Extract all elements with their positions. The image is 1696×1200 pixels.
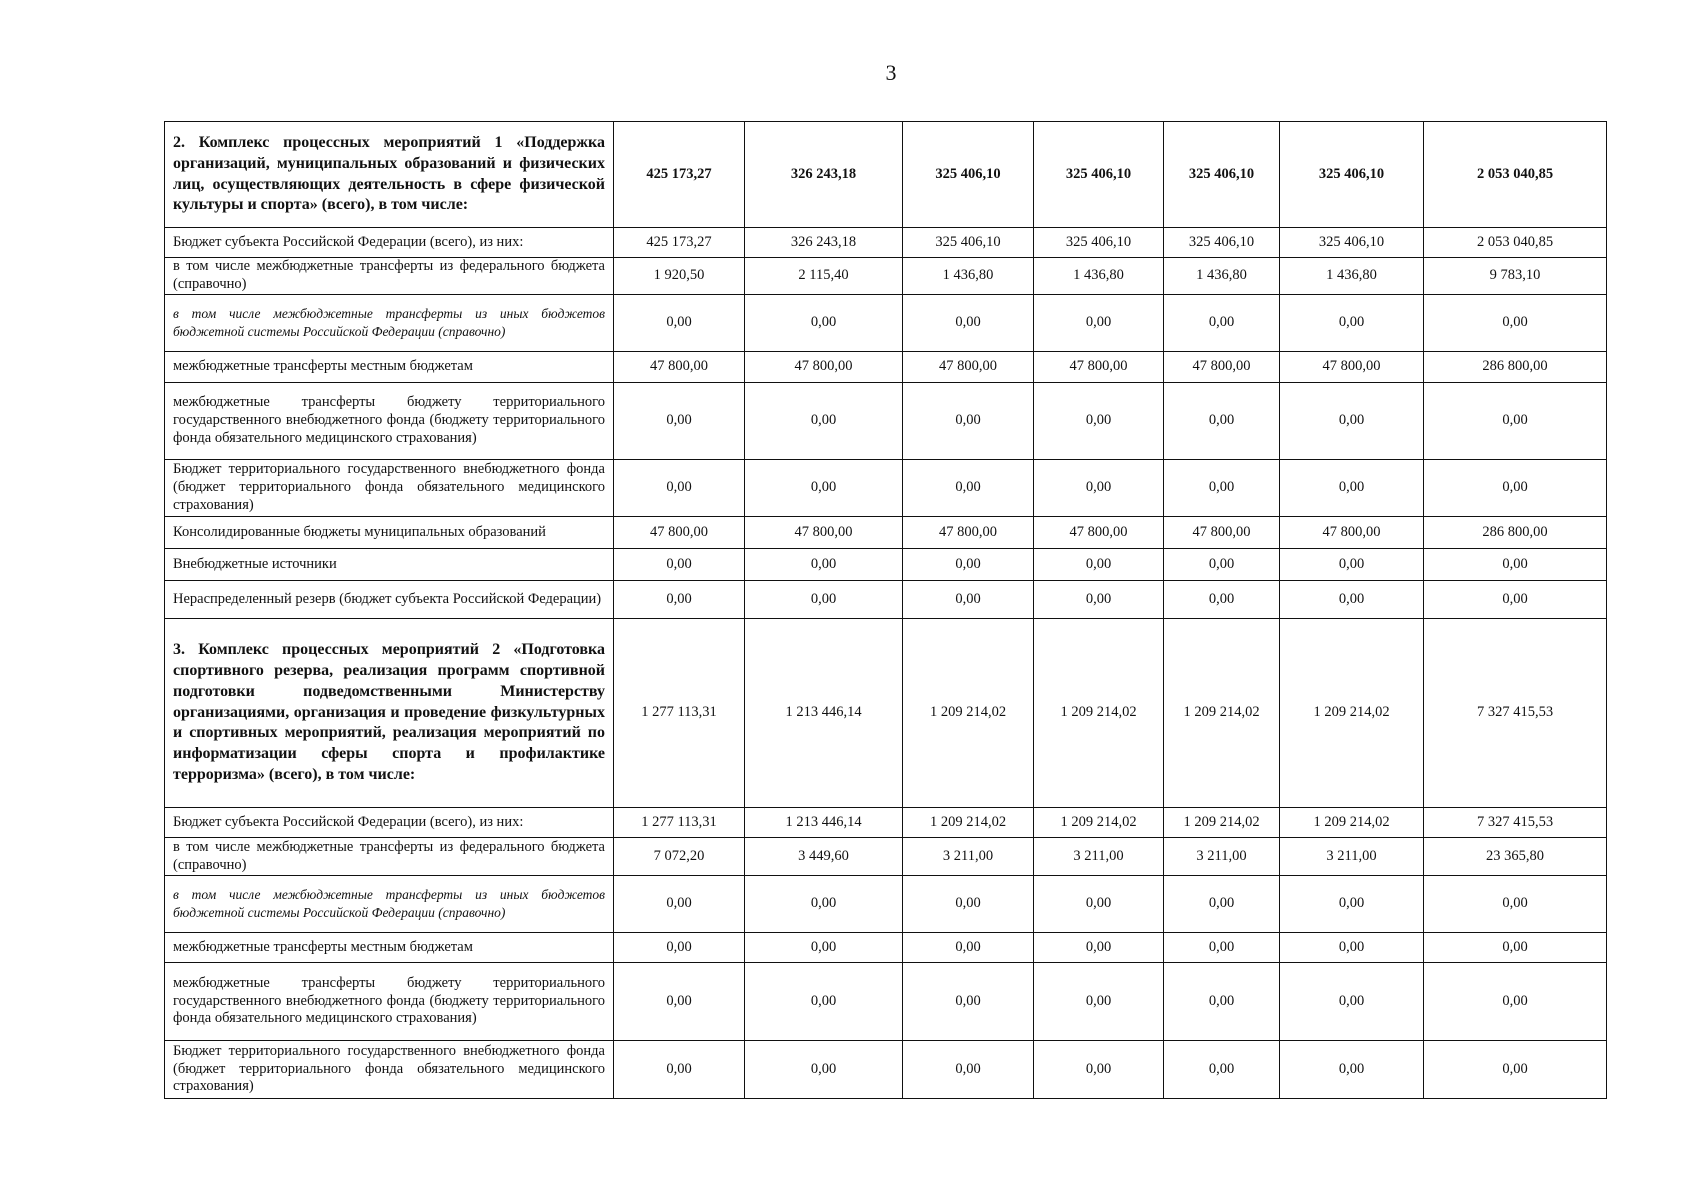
value-cell: 0,00 [1424,933,1607,963]
value-cell: 425 173,27 [614,122,745,228]
value-cell: 0,00 [614,460,745,517]
value-cell: 325 406,10 [1280,122,1424,228]
value-cell: 1 436,80 [1034,258,1164,295]
value-cell: 0,00 [1280,963,1424,1041]
table-row [165,963,1607,1041]
value-cell: 0,00 [1034,581,1164,619]
value-cell: 3 211,00 [903,838,1034,876]
value-cell: 0,00 [745,933,903,963]
value-cell: 47 800,00 [745,517,903,549]
value-cell: 47 800,00 [1034,352,1164,383]
table-row [165,295,1607,352]
value-cell: 0,00 [1034,876,1164,933]
value-cell: 0,00 [614,295,745,352]
table-row-section-3 [165,619,1607,808]
row-label: Нераспределенный резерв (бюджет субъекта Российской Федерации) [165,581,614,619]
value-cell: 1 209 214,02 [1034,619,1164,808]
value-cell: 0,00 [614,549,745,581]
value-cell: 2 115,40 [745,258,903,295]
value-cell: 1 209 214,02 [903,808,1034,838]
value-cell: 0,00 [1424,581,1607,619]
value-cell: 47 800,00 [903,352,1034,383]
value-cell: 1 213 446,14 [745,619,903,808]
table-row [165,838,1607,876]
value-cell: 0,00 [1280,383,1424,460]
value-cell: 0,00 [1424,1041,1607,1099]
page-number: 3 [885,60,897,85]
value-cell: 0,00 [903,549,1034,581]
value-cell: 3 211,00 [1034,838,1164,876]
value-cell: 0,00 [1034,963,1164,1041]
value-cell: 0,00 [1164,581,1280,619]
value-cell: 1 209 214,02 [1164,619,1280,808]
value-cell: 3 449,60 [745,838,903,876]
value-cell: 0,00 [903,383,1034,460]
table-row [165,517,1607,549]
value-cell: 1 209 214,02 [1280,619,1424,808]
row-label: Бюджет субъекта Российской Федерации (всего), из них: [165,228,614,258]
row-label: в том числе межбюджетные трансферты из федерального бюджета (справочно) [165,838,614,876]
value-cell: 1 209 214,02 [1164,808,1280,838]
value-cell: 1 277 113,31 [614,808,745,838]
value-cell: 1 920,50 [614,258,745,295]
value-cell: 0,00 [1280,876,1424,933]
value-cell: 0,00 [614,876,745,933]
row-label: Бюджет субъекта Российской Федерации (всего), из них: [165,808,614,838]
value-cell: 0,00 [1424,963,1607,1041]
value-cell: 0,00 [1424,876,1607,933]
value-cell: 2 053 040,85 [1424,122,1607,228]
value-cell: 3 211,00 [1164,838,1280,876]
value-cell: 0,00 [1424,460,1607,517]
table-row-section-2 [165,122,1607,228]
value-cell: 0,00 [745,460,903,517]
table-row [165,876,1607,933]
value-cell: 1 213 446,14 [745,808,903,838]
value-cell: 1 209 214,02 [1034,808,1164,838]
value-cell: 0,00 [1164,549,1280,581]
table-row [165,258,1607,295]
value-cell: 0,00 [1164,963,1280,1041]
value-cell: 0,00 [1280,1041,1424,1099]
value-cell: 47 800,00 [614,352,745,383]
value-cell: 0,00 [1164,1041,1280,1099]
value-cell: 0,00 [903,460,1034,517]
table-row [165,460,1607,517]
value-cell: 0,00 [1424,549,1607,581]
value-cell: 325 406,10 [1034,228,1164,258]
value-cell: 325 406,10 [903,122,1034,228]
row-label: 2. Комплекс процессных мероприятий 1 «Поддержка организаций, муниципальных образований и физических лиц, осуществляющих деятельность в сфере физической культуры и спорта» (всего), в том числе: [165,122,614,228]
value-cell: 0,00 [1034,460,1164,517]
row-label: в том числе межбюджетные трансферты из иных бюджетов бюджетной системы Российской Федерации (справочно) [165,295,614,352]
value-cell: 0,00 [903,963,1034,1041]
row-label: межбюджетные трансферты местным бюджетам [165,352,614,383]
value-cell: 0,00 [1424,383,1607,460]
value-cell: 286 800,00 [1424,517,1607,549]
table-row [165,352,1607,383]
value-cell: 0,00 [1164,383,1280,460]
value-cell: 0,00 [903,581,1034,619]
value-cell: 0,00 [614,581,745,619]
value-cell: 0,00 [903,295,1034,352]
value-cell: 325 406,10 [1164,228,1280,258]
table-row [165,933,1607,963]
row-label: Бюджет территориального государственного внебюджетного фонда (бюджет территориального фонда обязательного медицинского страхования) [165,1041,614,1099]
value-cell: 47 800,00 [1034,517,1164,549]
value-cell: 7 327 415,53 [1424,808,1607,838]
value-cell: 0,00 [614,1041,745,1099]
value-cell: 325 406,10 [1280,228,1424,258]
value-cell: 326 243,18 [745,228,903,258]
table-row [165,1041,1607,1099]
value-cell: 3 211,00 [1280,838,1424,876]
value-cell: 1 209 214,02 [903,619,1034,808]
value-cell: 47 800,00 [903,517,1034,549]
value-cell: 47 800,00 [1280,352,1424,383]
value-cell: 286 800,00 [1424,352,1607,383]
value-cell: 0,00 [1280,549,1424,581]
table-row [165,808,1607,838]
value-cell: 425 173,27 [614,228,745,258]
value-cell: 0,00 [1034,1041,1164,1099]
value-cell: 0,00 [745,963,903,1041]
value-cell: 0,00 [903,933,1034,963]
value-cell: 7 072,20 [614,838,745,876]
value-cell: 0,00 [745,549,903,581]
value-cell: 1 436,80 [1164,258,1280,295]
value-cell: 0,00 [1164,295,1280,352]
value-cell: 47 800,00 [745,352,903,383]
value-cell: 0,00 [1280,460,1424,517]
value-cell: 47 800,00 [1164,517,1280,549]
budget-table [164,121,1607,1099]
value-cell: 2 053 040,85 [1424,228,1607,258]
table-row [165,549,1607,581]
row-label: Внебюджетные источники [165,549,614,581]
value-cell: 325 406,10 [903,228,1034,258]
value-cell: 325 406,10 [1034,122,1164,228]
value-cell: 325 406,10 [1164,122,1280,228]
value-cell: 0,00 [1034,933,1164,963]
value-cell: 0,00 [1034,295,1164,352]
value-cell: 0,00 [745,876,903,933]
value-cell: 47 800,00 [614,517,745,549]
row-label: Бюджет территориального государственного внебюджетного фонда (бюджет территориального фонда обязательного медицинского страхования) [165,460,614,517]
value-cell: 47 800,00 [1280,517,1424,549]
table-row [165,383,1607,460]
value-cell: 0,00 [1424,295,1607,352]
value-cell: 0,00 [745,383,903,460]
table-row [165,228,1607,258]
value-cell: 9 783,10 [1424,258,1607,295]
row-label: в том числе межбюджетные трансферты из федерального бюджета (справочно) [165,258,614,295]
value-cell: 0,00 [614,383,745,460]
value-cell: 0,00 [1280,581,1424,619]
value-cell: 7 327 415,53 [1424,619,1607,808]
value-cell: 0,00 [614,933,745,963]
row-label: межбюджетные трансферты бюджету территориального государственного внебюджетного фонда (бюджету территориального фонда обязательного медицинского страхования) [165,963,614,1041]
value-cell: 1 209 214,02 [1280,808,1424,838]
value-cell: 0,00 [1164,460,1280,517]
value-cell: 0,00 [903,1041,1034,1099]
table-row [165,581,1607,619]
value-cell: 0,00 [614,963,745,1041]
row-label: Консолидированные бюджеты муниципальных образований [165,517,614,549]
value-cell: 1 436,80 [1280,258,1424,295]
value-cell: 1 436,80 [903,258,1034,295]
value-cell: 0,00 [903,876,1034,933]
value-cell: 0,00 [745,581,903,619]
row-label: межбюджетные трансферты бюджету территориального государственного внебюджетного фонда (бюджету территориального фонда обязательного медицинского страхования) [165,383,614,460]
row-label: в том числе межбюджетные трансферты из иных бюджетов бюджетной системы Российской Федерации (справочно) [165,876,614,933]
value-cell: 0,00 [1164,933,1280,963]
row-label: 3. Комплекс процессных мероприятий 2 «Подготовка спортивного резерва, реализация программ спортивной подготовки подведомственными Министерству организациями, организация и проведение физкультурных и спортивных мероприятий, реализация мероприятий по информатизации сферы спорта и профилактике терроризма» (всего), в том числе: [165,619,614,808]
value-cell: 0,00 [1280,933,1424,963]
value-cell: 0,00 [1034,549,1164,581]
value-cell: 0,00 [745,295,903,352]
value-cell: 0,00 [745,1041,903,1099]
value-cell: 0,00 [1164,876,1280,933]
value-cell: 0,00 [1280,295,1424,352]
value-cell: 1 277 113,31 [614,619,745,808]
value-cell: 0,00 [1034,383,1164,460]
value-cell: 47 800,00 [1164,352,1280,383]
value-cell: 23 365,80 [1424,838,1607,876]
value-cell: 326 243,18 [745,122,903,228]
row-label: межбюджетные трансферты местным бюджетам [165,933,614,963]
